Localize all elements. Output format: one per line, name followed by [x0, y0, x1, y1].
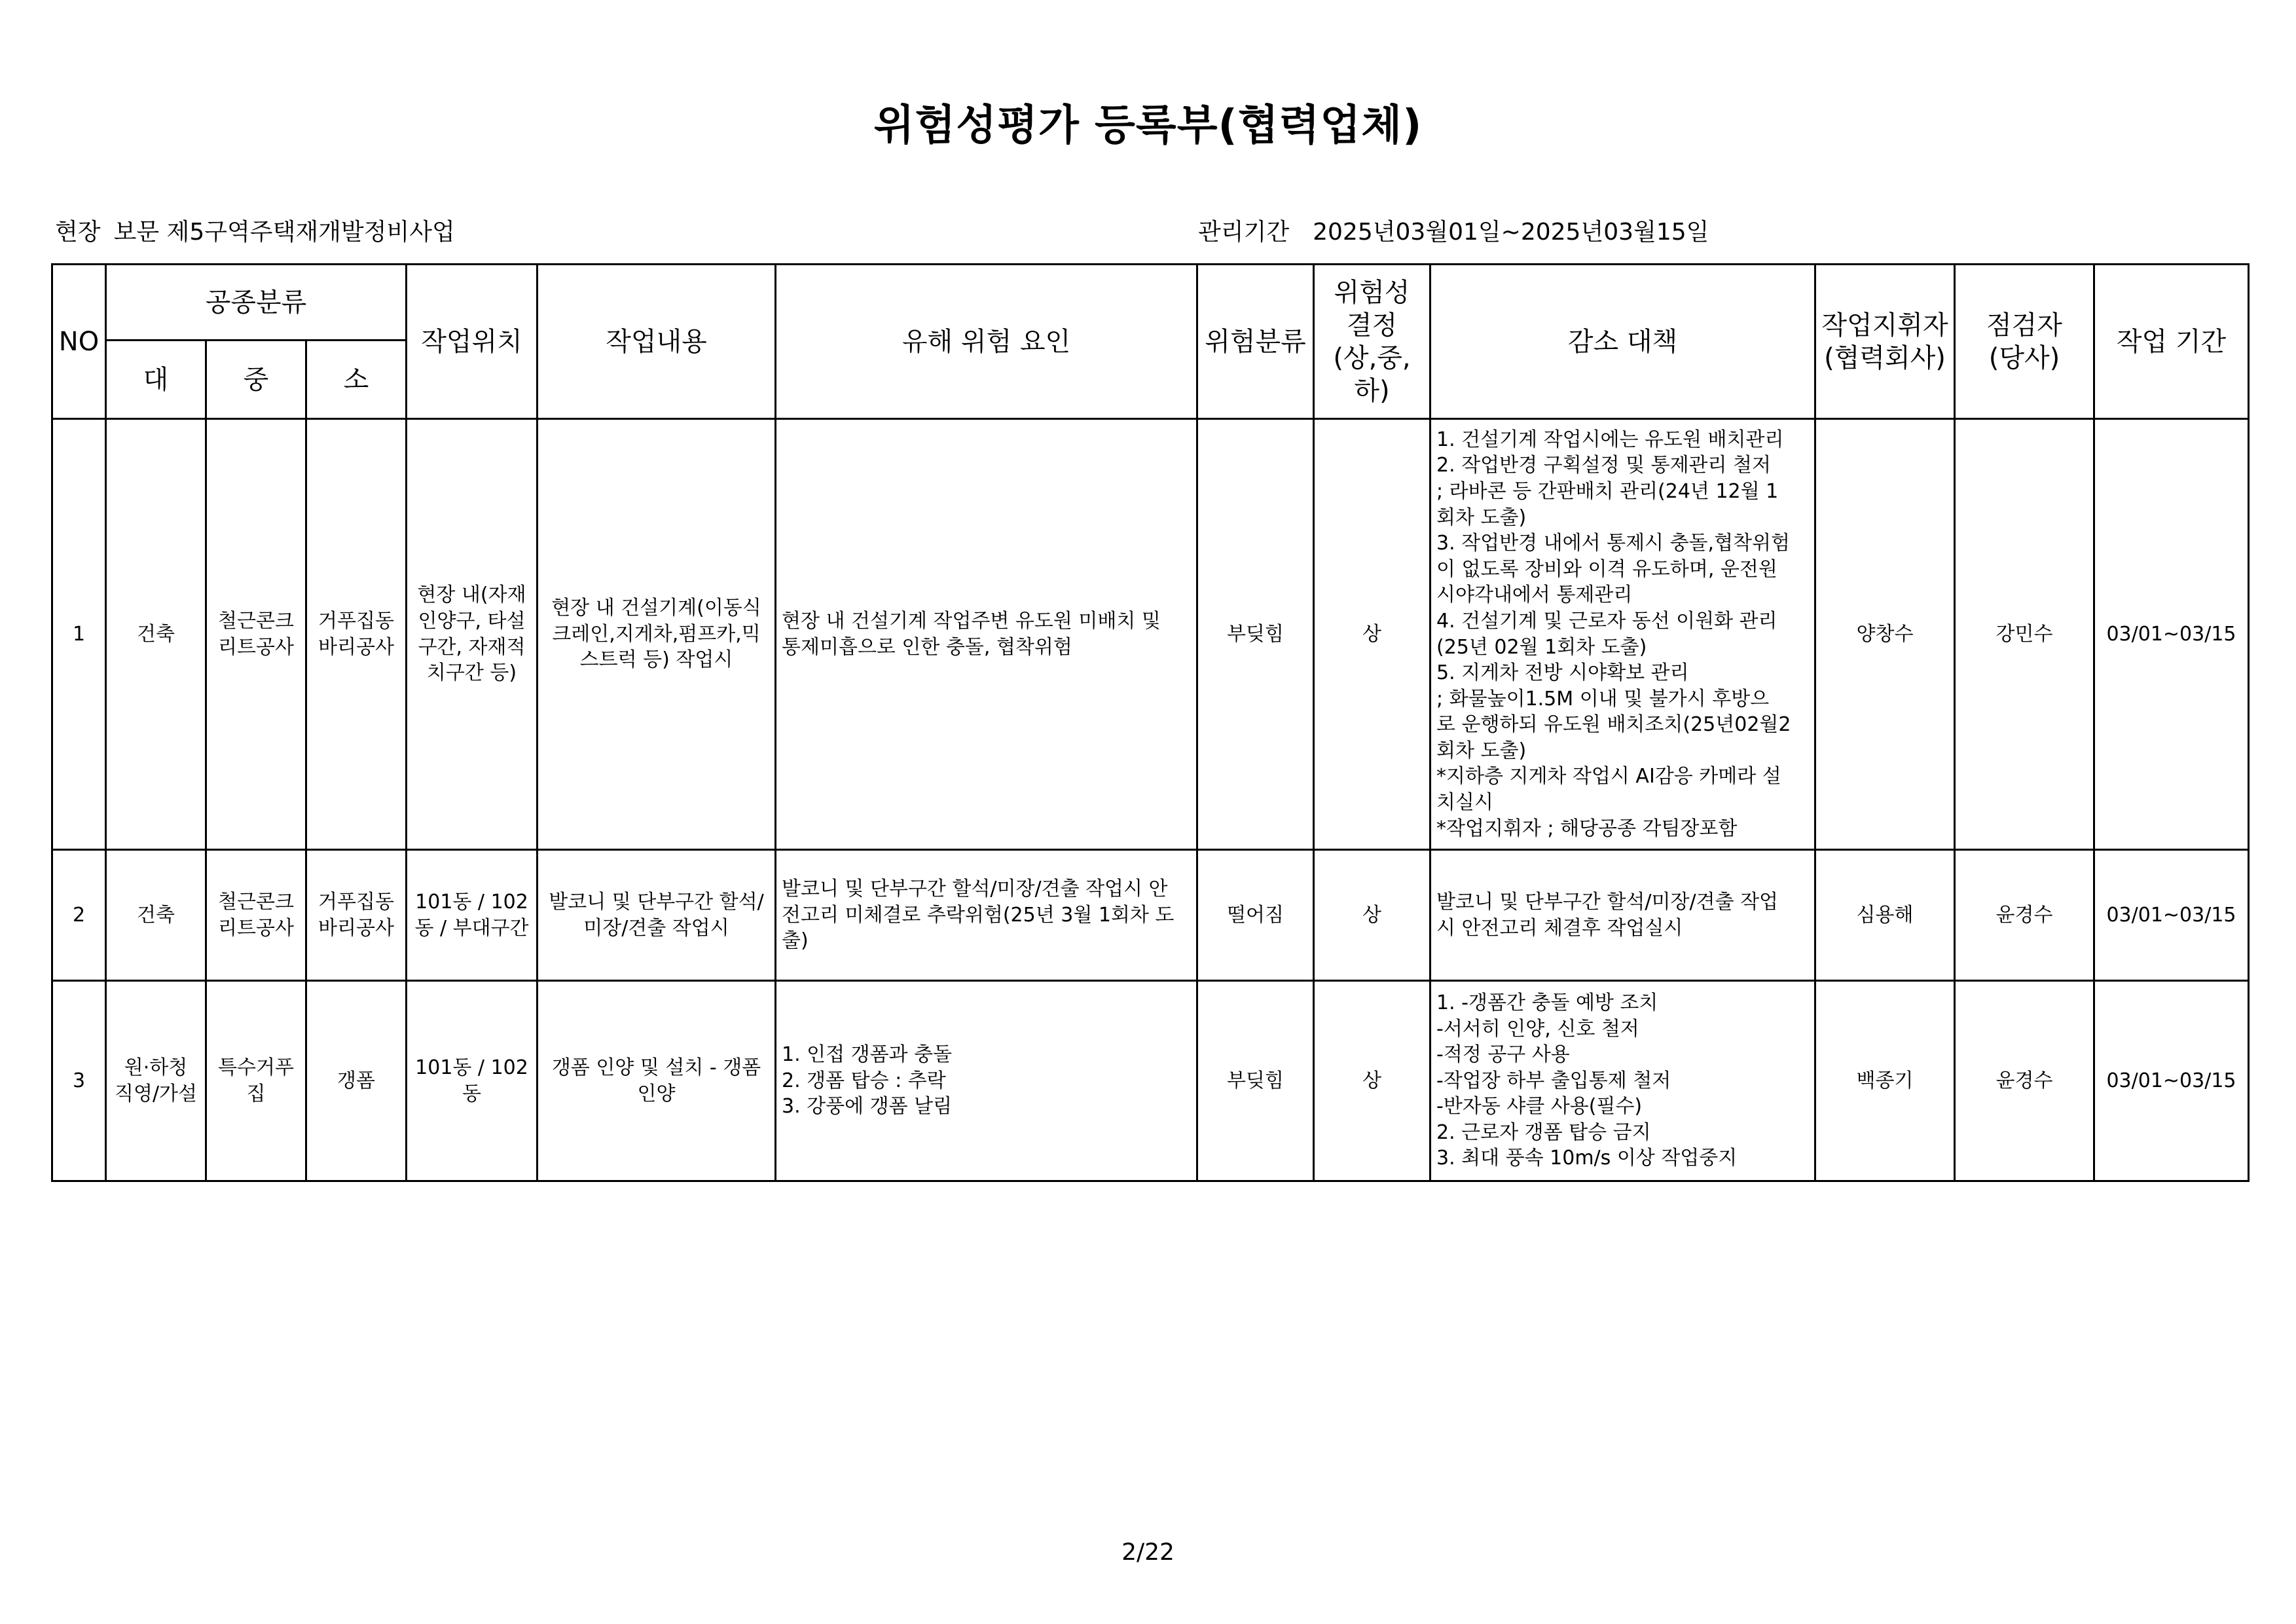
page-title: 위험성평가 등록부(협력업체): [873, 101, 1423, 150]
cell-task: 발코니 및 단부구간 할석/ 미장/견출 작업시: [538, 850, 776, 981]
table-row: [52, 981, 2249, 1181]
cell-measures: 1. -갱폼간 충돌 예방 조치 -서서히 인양, 신호 철저 -적정 공구 사용 -작업장 하부 출입통제 철저 -반자동 샤클 사용(필수) 2. 근로자 갱폼 탑승 금지 3. 최대 풍속 10m/s 이상 작업중지: [1430, 981, 1815, 1181]
cell-work-period: 03/01~03/15: [2094, 850, 2249, 981]
header-no: NO: [52, 265, 106, 419]
period-label: 관리기간: [1198, 219, 1290, 246]
cell-minor: 거푸집동 바리공사: [306, 419, 407, 850]
cell-risk-level: 상: [1314, 419, 1430, 850]
cell-task: 갱폼 인양 및 설치 - 갱폼 인양: [538, 981, 776, 1181]
cell-risk-type: 부딪힘: [1197, 981, 1314, 1181]
header-risk-level: 위험성 결정 (상,중, 하): [1314, 265, 1430, 419]
header-task: 작업내용: [538, 265, 776, 419]
header-inspector: 점검자 (당사): [1955, 265, 2094, 419]
header-risk-type: 위험분류: [1197, 265, 1314, 419]
site-label: 현장: [55, 219, 101, 246]
table-row: [52, 850, 2249, 981]
cell-no: 1: [52, 419, 106, 850]
header-middle: 중: [206, 341, 306, 419]
cell-hazard: 현장 내 건설기계 작업주변 유도원 미배치 및 통제미흡으로 인한 충돌, 협착위험: [776, 419, 1197, 850]
cell-supervisor: 양창수: [1815, 419, 1955, 850]
cell-location: 101동 / 102 동: [407, 981, 538, 1181]
cell-risk-level: 상: [1314, 850, 1430, 981]
header-measures: 감소 대책: [1430, 265, 1815, 419]
cell-location: 현장 내(자재 인양구, 타설 구간, 자재적 치구간 등): [407, 419, 538, 850]
cell-middle: 철근콘크 리트공사: [206, 419, 306, 850]
cell-measures: 발코니 및 단부구간 할석/미장/견출 작업 시 안전고리 체결후 작업실시: [1430, 850, 1815, 981]
cell-inspector: 윤경수: [1955, 981, 2094, 1181]
header-major: 대: [106, 341, 206, 419]
cell-major: 건축: [106, 419, 206, 850]
cell-major: 건축: [106, 850, 206, 981]
site-name: 보문 제5구역주택재개발정비사업: [113, 219, 455, 246]
cell-supervisor: 백종기: [1815, 981, 1955, 1181]
cell-minor: 갱폼: [306, 981, 407, 1181]
site-info: [55, 213, 455, 247]
page-number: 2/22: [1121, 1539, 1175, 1566]
cell-location: 101동 / 102 동 / 부대구간: [407, 850, 538, 981]
period-value: 2025년03월01일~2025년03월15일: [1313, 219, 1709, 246]
cell-major: 원·하청 직영/가설: [106, 981, 206, 1181]
cell-minor: 거푸집동 바리공사: [306, 850, 407, 981]
cell-no: 2: [52, 850, 106, 981]
header-location: 작업위치: [407, 265, 538, 419]
cell-hazard: 1. 인접 갱폼과 충돌 2. 갱폼 탑승 : 추락 3. 강풍에 갱폼 날림: [776, 981, 1197, 1181]
table-row: [52, 419, 2249, 850]
header-trade: 공종분류: [106, 265, 407, 341]
cell-no: 3: [52, 981, 106, 1181]
header-hazard: 유해 위험 요인: [776, 265, 1197, 419]
cell-work-period: 03/01~03/15: [2094, 419, 2249, 850]
cell-task: 현장 내 건설기계(이동식 크레인,지게차,펌프카,믹 스트럭 등) 작업시: [538, 419, 776, 850]
cell-risk-type: 부딪힘: [1197, 419, 1314, 850]
cell-work-period: 03/01~03/15: [2094, 981, 2249, 1181]
cell-middle: 특수거푸 집: [206, 981, 306, 1181]
cell-inspector: 강민수: [1955, 419, 2094, 850]
cell-inspector: 윤경수: [1955, 850, 2094, 981]
cell-middle: 철근콘크 리트공사: [206, 850, 306, 981]
cell-hazard: 발코니 및 단부구간 할석/미장/견출 작업시 안 전고리 미체결로 추락위험(25년 3월 1회차 도 출): [776, 850, 1197, 981]
cell-measures: 1. 건설기계 작업시에는 유도원 배치관리 2. 작업반경 구획설정 및 통제관리 철저 ; 라바콘 등 간판배치 관리(24년 12월 1 회차 도출) 3. 작업반경 내에서 통제시 충돌,협착위험 이 없도록 장비와 이격 유도하며, 운전원 시야각내에서 통제관리 4. 건설기계 및 근로자 동선 이원화 관리 (25년 02월 1회차 도출) 5. 지게차 전방 시야확보 관리 ; 화물높이1.5M 이내 및 불가시 후방으 로 운행하되 유도원 배치조치(25년02월2 회차 도출) *지하층 지게차 작업시 AI감응 카메라 설 치실시 *작업지휘자 ; 해당공종 각팀장포함: [1430, 419, 1815, 850]
cell-supervisor: 심용해: [1815, 850, 1955, 981]
period-info: [1198, 213, 1709, 247]
header-work-period: 작업 기간: [2094, 265, 2249, 419]
cell-risk-level: 상: [1314, 981, 1430, 1181]
risk-register-table: [51, 263, 2250, 1182]
cell-risk-type: 떨어짐: [1197, 850, 1314, 981]
header-supervisor: 작업지휘자 (협력회사): [1815, 265, 1955, 419]
header-minor: 소: [306, 341, 407, 419]
